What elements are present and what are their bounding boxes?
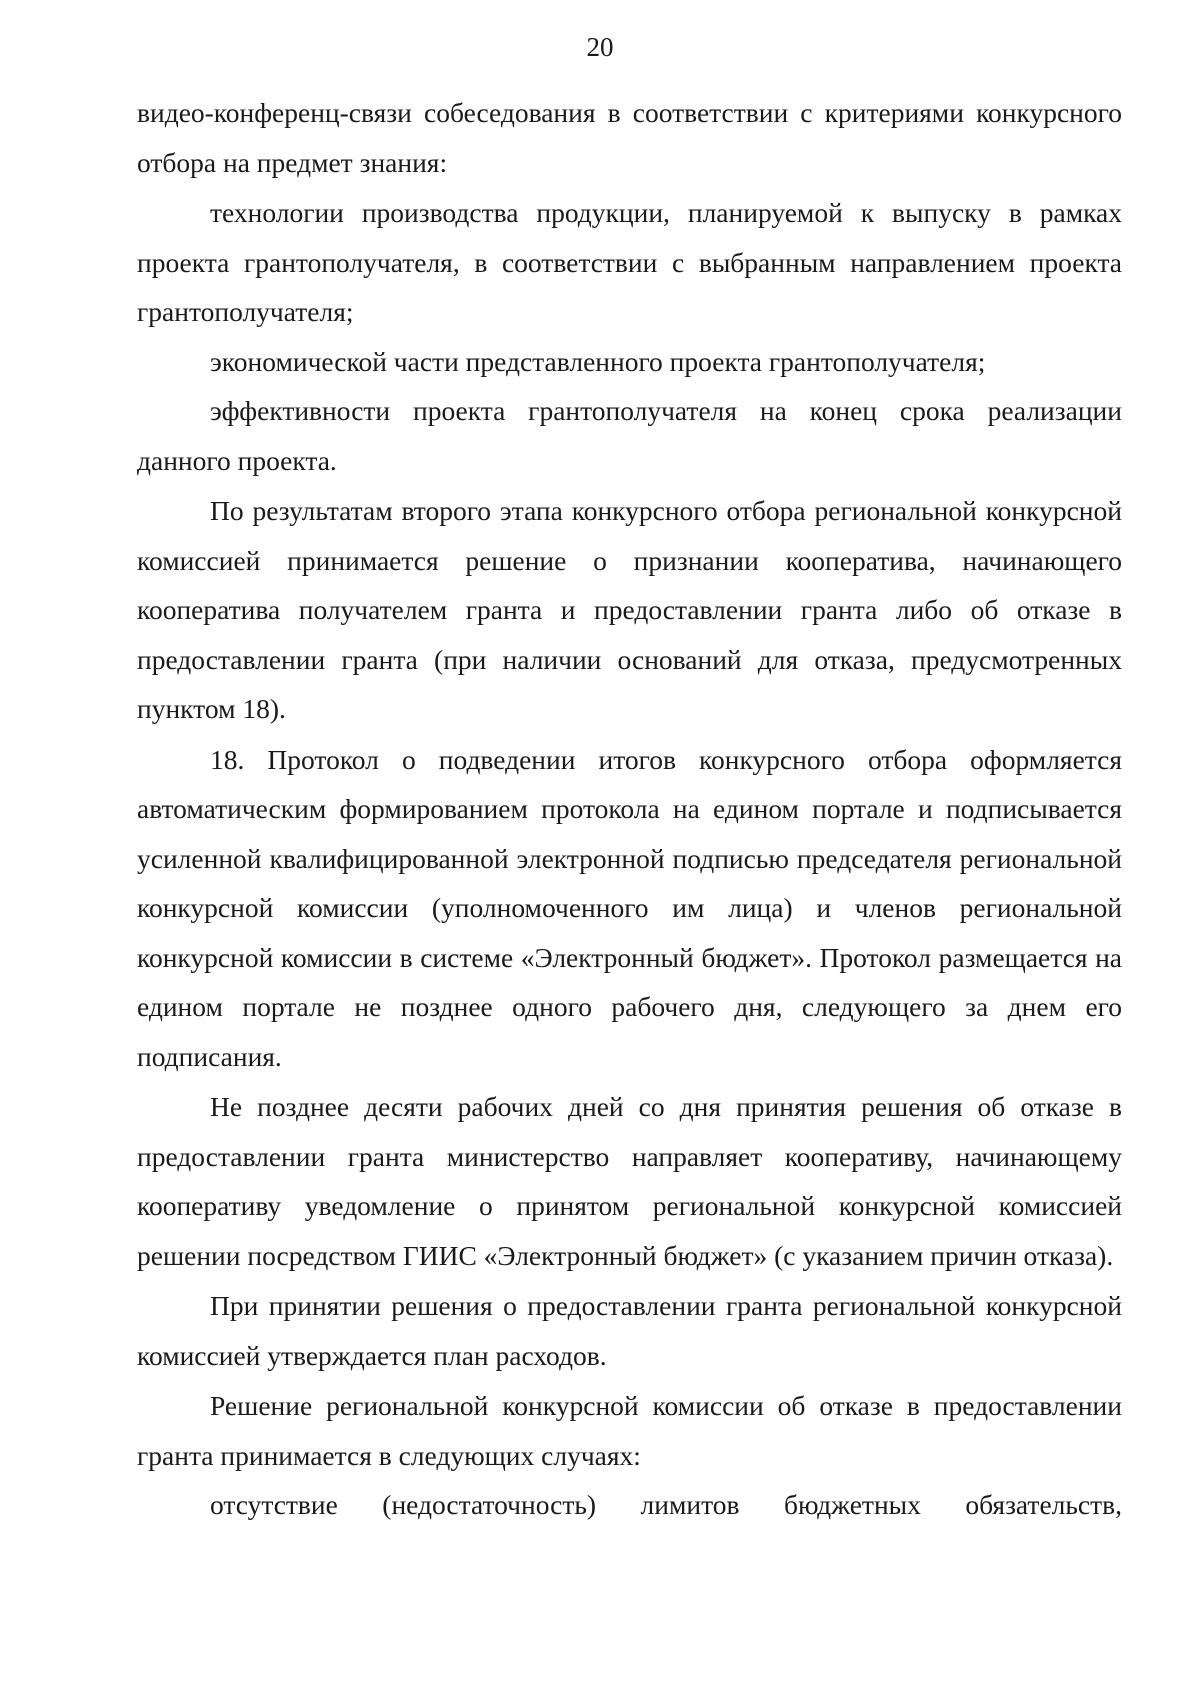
paragraph-refusal-notice: Не позднее десяти рабочих дней со дня принятия решения об отказе в предоставлении гранта министерство направляет кооперативу, начинающему кооперативу уведомление о принятом региональной конкурсной комиссией решении посредством ГИИС «Электронный бюджет» (с указанием причин отказа).: [137, 1091, 1122, 1271]
paragraph-economic-part: экономической части представленного проекта грантополучателя;: [210, 345, 986, 377]
paragraph-second-stage-results: По результатам второго этапа конкурсного отбора региональной конкурсной комиссией принимается решение о признании кооператива, начинающего кооператива получателем гранта и предоставлении гранта либо об отказе в предоставлении гранта (при наличии оснований для отказа, предусмотренных пунктом 18).: [137, 495, 1122, 724]
paragraph-limits-absence: отсутствие (недостаточность) лимитов бюджетных обязательств,: [210, 1489, 1122, 1520]
paragraph-efficiency: эффективности проекта грантополучателя на конец срока реализации данного проекта.: [137, 395, 1122, 476]
paragraph-technology: технологии производства продукции, планируемой к выпуску в рамках проекта грантополучателя, в соответствии с выбранным направлением проекта грантополучателя;: [137, 197, 1122, 327]
paragraph-refusal-cases: Решение региональной конкурсной комиссии об отказе в предоставлении гранта принимается в следующих случаях:: [137, 1390, 1122, 1471]
page-number: 20: [586, 32, 614, 62]
paragraph-continuation: видео-конференц-связи собеседования в соответствии с критериями конкурсного отбора на предмет знания:: [137, 97, 1122, 178]
paragraph-item-18-protocol: 18. Протокол о подведении итогов конкурсного отбора оформляется автоматическим формированием протокола на едином портале и подписывается усиленной квалифицированной электронной подписью председателя региональной конкурсной комиссии (уполномоченного им лица) и членов региональной конкурсной комиссии в системе «Электронный бюджет». Протокол размещается на едином портале не позднее одного рабочего дня, следующего за днем его подписания.: [137, 743, 1122, 1072]
document-body: [137, 88, 1122, 1530]
paragraph-expense-plan: При принятии решения о предоставлении гранта региональной конкурсной комиссией утверждается план расходов.: [137, 1290, 1122, 1371]
